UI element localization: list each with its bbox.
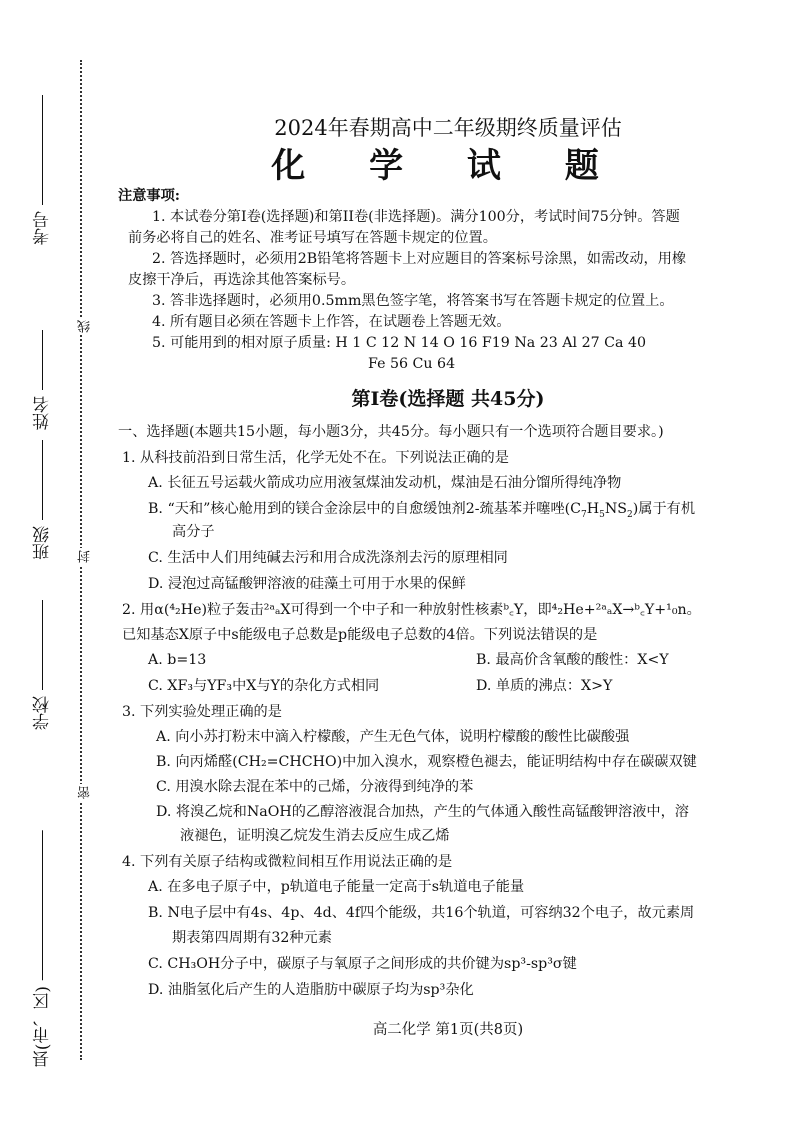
field-name[interactable] [30, 330, 55, 430]
q3-option-d-cont: 液褪色，证明溴乙烷发生消去反应生成乙烯 [180, 828, 450, 844]
subject-title: 化 学 试 题 [271, 146, 625, 186]
note-line: Fe 56 Cu 64 [368, 356, 456, 372]
q3-option-c: C. 用溴水除去混在苯中的己烯，分液得到纯净的苯 [156, 779, 474, 795]
field-county[interactable] [30, 830, 55, 1067]
q4-option-c: C. CH₃OH分子中，碳原子与氧原子之间形成的共价键为sp³-sp³σ键 [148, 956, 577, 972]
q3-option-d: D. 将溴乙烷和NaOH的乙醇溶液混合加热，产生的气体通入酸性高锰酸钾溶液中，溶 [156, 804, 689, 820]
note-line: 皮擦干净后，再选涂其他答案标号。 [128, 272, 356, 288]
q2-stem-cont: 已知基态X原子中s能级电子总数是p能级电子总数的4倍。下列说法错误的是 [122, 627, 598, 643]
cut-mark-line: 线 [78, 320, 93, 333]
field-label: 班级 [33, 526, 53, 560]
q1-option-b-cont: 高分子 [172, 524, 215, 540]
note-line: 3. 答非选择题时，必须用0.5mm黑色签字笔，将答案书写在答题卡规定的位置上。 [152, 293, 674, 309]
field-blank[interactable] [42, 830, 43, 980]
subscript: 7 [581, 509, 587, 520]
q1-option-d: D. 浸泡过高锰酸钾溶液的硅藻土可用于水果的保鲜 [148, 576, 466, 592]
field-school[interactable] [30, 600, 55, 730]
field-label: 姓名 [33, 396, 53, 430]
cut-mark-seal: 封 [78, 550, 93, 563]
note-line: 5. 可能用到的相对原子质量: H 1 C 12 N 14 O 16 F19 Na 23 Al 27 Ca 40 [152, 335, 647, 351]
field-label: 学校 [33, 696, 53, 730]
field-exam-number[interactable] [30, 95, 55, 245]
q1-stem: 1. 从科技前沿到日常生活，化学无处不在。下列说法正确的是 [122, 450, 509, 466]
field-label: 县(市、区) [33, 986, 53, 1068]
q4-option-b: B. N电子层中有4s、4p、4d、4f四个能级，共16个轨道，可容纳32个电子，故元素周 [148, 905, 695, 921]
cut-mark-secret: 密 [78, 786, 93, 799]
q3-stem: 3. 下列实验处理正确的是 [122, 704, 282, 720]
q2-option-d: D. 单质的沸点：X>Y [476, 678, 613, 694]
q1-b-text: NS [604, 501, 628, 517]
q1-b-text: )属于有机 [632, 501, 696, 517]
section-instruction: 一、选择题(本题共15小题，每小题3分，共45分。每小题只有一个选项符合题目要求。) [118, 424, 664, 440]
binding-strip [0, 0, 100, 1123]
q3-option-a: A. 向小苏打粉末中滴入柠檬酸，产生无色气体，说明柠檬酸的酸性比碳酸强 [156, 729, 630, 745]
note-line: 前务必将自己的姓名、准考证号填写在答题卡规定的位置。 [128, 230, 497, 246]
q2-option-b: B. 最高价含氧酸的酸性：X<Y [476, 652, 669, 668]
page-footer: 高二化学 第1页(共8页) [372, 1022, 524, 1038]
field-blank[interactable] [42, 95, 43, 205]
q1-b-text: B. “天和”核心舱用到的镁合金涂层中的自愈缓蚀剂2-巯基苯并噻唑(C [148, 501, 582, 517]
field-blank[interactable] [42, 330, 43, 390]
subscript: 2 [627, 509, 633, 520]
q2-stem: 2. 用α(⁴₂He)粒子轰击²ᵃₐX可得到一个中子和一种放射性核素ᵇ꜀Y，即⁴₂He+²ᵃₐX→ᵇ꜀Y+¹₀n。 [122, 602, 701, 618]
q4-option-b-cont: 期表第四周期有32种元素 [172, 930, 332, 946]
q3-option-b: B. 向丙烯醛(CH₂=CHCHO)中加入溴水，观察橙色褪去，能证明结构中存在碳碳双键 [156, 754, 697, 770]
q2-option-c: C. XF₃与YF₃中X与Y的杂化方式相同 [148, 678, 380, 694]
q4-option-d: D. 油脂氢化后产生的人造脂肪中碳原子均为sp³杂化 [148, 982, 474, 998]
subscript: 5 [599, 509, 605, 520]
q4-stem: 4. 下列有关原子结构或微粒间相互作用说法正确的是 [122, 854, 453, 870]
field-label: 考号 [33, 211, 53, 245]
q1-option-b [148, 499, 695, 519]
note-line: 4. 所有题目必须在答题卡上作答，在试题卷上答题无效。 [152, 314, 511, 330]
notes-heading: 注意事项: [118, 188, 180, 204]
note-line: 2. 答选择题时，必须用2B铅笔将答题卡上对应题目的答案标号涂黑，如需改动，用橡 [152, 251, 687, 267]
exam-title: 2024年春期高中二年级期终质量评估 [274, 116, 622, 140]
q1-option-a: A. 长征五号运载火箭成功应用液氢煤油发动机，煤油是石油分馏所得纯净物 [148, 475, 622, 491]
q2-option-a: A. b=13 [148, 652, 207, 668]
q4-option-a: A. 在多电子原子中，p轨道电子能量一定高于s轨道电子能量 [148, 879, 525, 895]
section-title: 第I卷(选择题 共45分) [351, 388, 545, 410]
q1-b-text: H [586, 501, 600, 517]
field-class[interactable] [30, 440, 55, 560]
q1-option-c: C. 生活中人们用纯碱去污和用合成洗涤剂去污的原理相同 [148, 550, 508, 566]
field-blank[interactable] [42, 600, 43, 690]
field-blank[interactable] [42, 440, 43, 520]
note-line: 1. 本试卷分第I卷(选择题)和第II卷(非选择题)。满分100分，考试时间75分钟。答题 [152, 209, 680, 225]
